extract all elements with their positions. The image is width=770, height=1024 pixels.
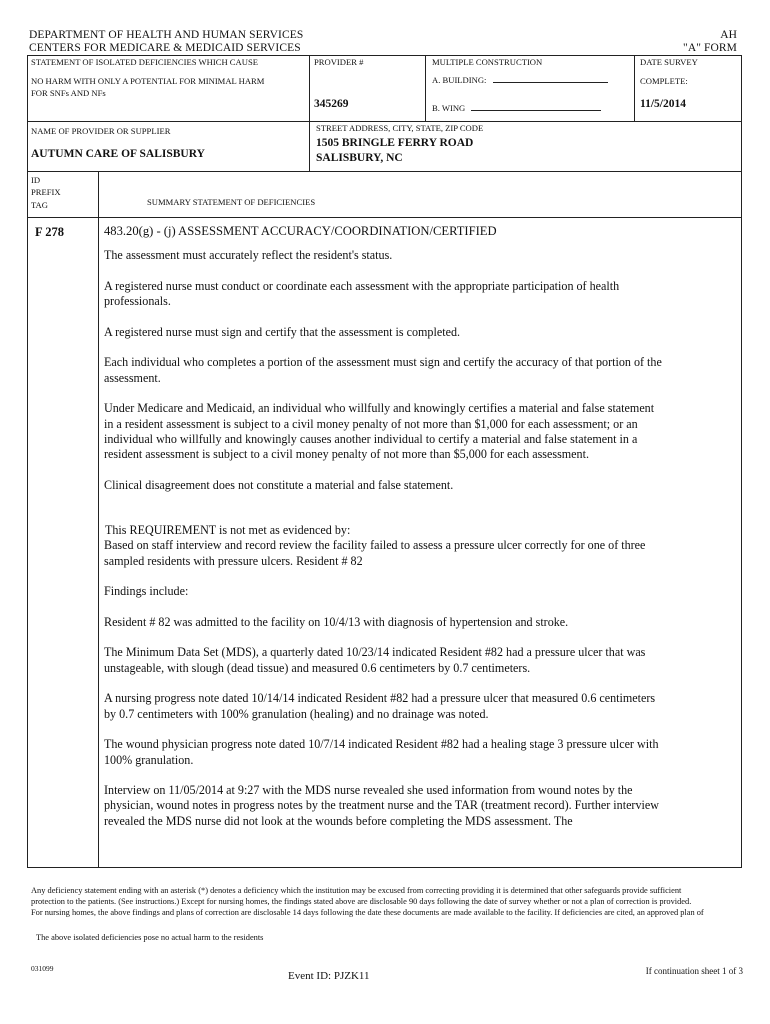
- harm-line-2: FOR SNFs AND NFs: [31, 88, 106, 98]
- wing-label: B. WING: [432, 103, 466, 113]
- building-underline: [493, 73, 608, 83]
- paragraph-11: A nursing progress note dated 10/14/14 indicated Resident #82 had a pressure ulcer that measured 0.6 centimeters by 0.7 centimeters with 100% granulation (healing) and no drainage was noted.: [104, 691, 656, 721]
- deficiency-title: 483.20(g) - (j) ASSESSMENT ACCURACY/COORDINATION/CERTIFIED: [104, 224, 497, 238]
- paragraph-2: A registered nurse must conduct or coordinate each assessment with the appropriate participation of health professionals.: [104, 278, 620, 309]
- wing-underline: [471, 101, 601, 111]
- deficiency-tag: F 278: [35, 225, 65, 239]
- form-number: 031099: [31, 964, 54, 973]
- prefix-label: PREFIX: [31, 187, 61, 197]
- footer-note-1: Any deficiency statement ending with an asterisk (*) denotes a deficiency which the institution may be excused from correcting providing it is determined that other safeguards provide sufficient: [31, 886, 682, 895]
- paragraph-12: The wound physician progress note dated 10/7/14 indicated Resident #82 had a healing stage 3 pressure ulcer with 100% granulation.: [104, 737, 659, 767]
- footer-notes: [31, 885, 743, 918]
- paragraph-13: Interview on 11/05/2014 at 9:27 with the MDS nurse revealed she used information from wound notes by the physician, wound notes in progress notes by the treatment nurse and the TAR (treatment record). Further interview revealed the MDS nurse did not look at the wounds before completing the MDS assessment. The: [104, 783, 659, 828]
- harm-line-1: NO HARM WITH ONLY A POTENTIAL FOR MINIMAL HARM: [31, 76, 265, 86]
- paragraph-1: The assessment must accurately reflect the resident's status.: [104, 248, 393, 263]
- paragraph-8: Findings include:: [104, 584, 189, 599]
- paragraph-5: Under Medicare and Medicaid, an individual who willfully and knowingly certifies a material and false statement in a resident assessment is subject to a civil money penalty of not more than $1,000 for each assessment; or an individual who willfully and knowingly causes another individual to certify a material and false statement in a resident assessment is subject to a civil money penalty of not more than $5,000 for each assessment.: [104, 401, 655, 462]
- paragraph-4: Each individual who completes a portion of the assessment must sign and certify the accuracy of that portion of the assessment.: [104, 355, 662, 385]
- findings-summary: Based on staff interview and record review the facility failed to assess a pressure ulcer correctly for one of three sampled residents with pressure ulcers. Resident # 82: [104, 538, 646, 568]
- wing-field: [432, 101, 601, 114]
- id-label: ID: [31, 175, 41, 185]
- summary-label: SUMMARY STATEMENT OF DEFICIENCIES: [147, 197, 316, 207]
- footer-note-2: protection to the patients. (See instructions.) Except for nursing homes, the findings stated above are disclosable 90 days following the date of survey whether or not a plan of correction is provided.: [31, 897, 692, 906]
- requirement-not-met: This REQUIREMENT is not met as evidenced by:: [105, 523, 351, 538]
- form-code: AH: [720, 29, 737, 41]
- date-survey-label: DATE SURVEY: [640, 57, 698, 67]
- agency-line-2: CENTERS FOR MEDICARE & MEDICAID SERVICES: [29, 42, 301, 54]
- provider-label: PROVIDER #: [314, 57, 364, 67]
- tag-label: TAG: [31, 200, 48, 210]
- paragraph-3: A registered nurse must sign and certify that the assessment is completed.: [104, 324, 461, 339]
- building-field: [432, 73, 608, 86]
- complete-label: COMPLETE:: [640, 76, 688, 86]
- continuation-sheet: If continuation sheet 1 of 3: [645, 966, 743, 976]
- agency-line-1: DEPARTMENT OF HEALTH AND HUMAN SERVICES: [29, 29, 304, 41]
- statement-label: STATEMENT OF ISOLATED DEFICIENCIES WHICH CAUSE: [31, 57, 258, 67]
- provider-name-label: NAME OF PROVIDER OR SUPPLIER: [31, 126, 171, 136]
- provider-name: AUTUMN CARE OF SALISBURY: [31, 148, 205, 160]
- paragraph-6: Clinical disagreement does not constitute a material and false statement.: [104, 477, 454, 492]
- form-name: "A" FORM: [683, 42, 737, 54]
- multiple-construction-label: MULTIPLE CONSTRUCTION: [432, 57, 543, 67]
- survey-date: 11/5/2014: [640, 98, 687, 110]
- address-line-1: 1505 BRINGLE FERRY ROAD: [316, 137, 474, 149]
- harm-note: The above isolated deficiencies pose no actual harm to the residents: [36, 933, 264, 942]
- address-label: STREET ADDRESS, CITY, STATE, ZIP CODE: [316, 123, 484, 133]
- paragraph-9: Resident # 82 was admitted to the facility on 10/4/13 with diagnosis of hypertension and stroke.: [104, 614, 569, 629]
- paragraph-10: The Minimum Data Set (MDS), a quarterly dated 10/23/14 indicated Resident #82 had a pressure ulcer that was unstageable, with slough (dead tissue) and measured 0.6 centimeters by 0.7 centimeters.: [104, 645, 646, 675]
- footer-note-3: For nursing homes, the above findings and plans of correction are disclosable 14 days following the date these documents are made available to the facility. If deficiencies are cited, an approved plan of: [31, 908, 704, 917]
- paragraph-7: [104, 523, 664, 569]
- deficiency-body: [104, 224, 664, 844]
- address-line-2: SALISBURY, NC: [316, 152, 403, 164]
- event-id: Event ID: PJZK11: [288, 970, 370, 982]
- building-label: A. BUILDING:: [432, 75, 487, 85]
- provider-number: 345269: [314, 98, 349, 110]
